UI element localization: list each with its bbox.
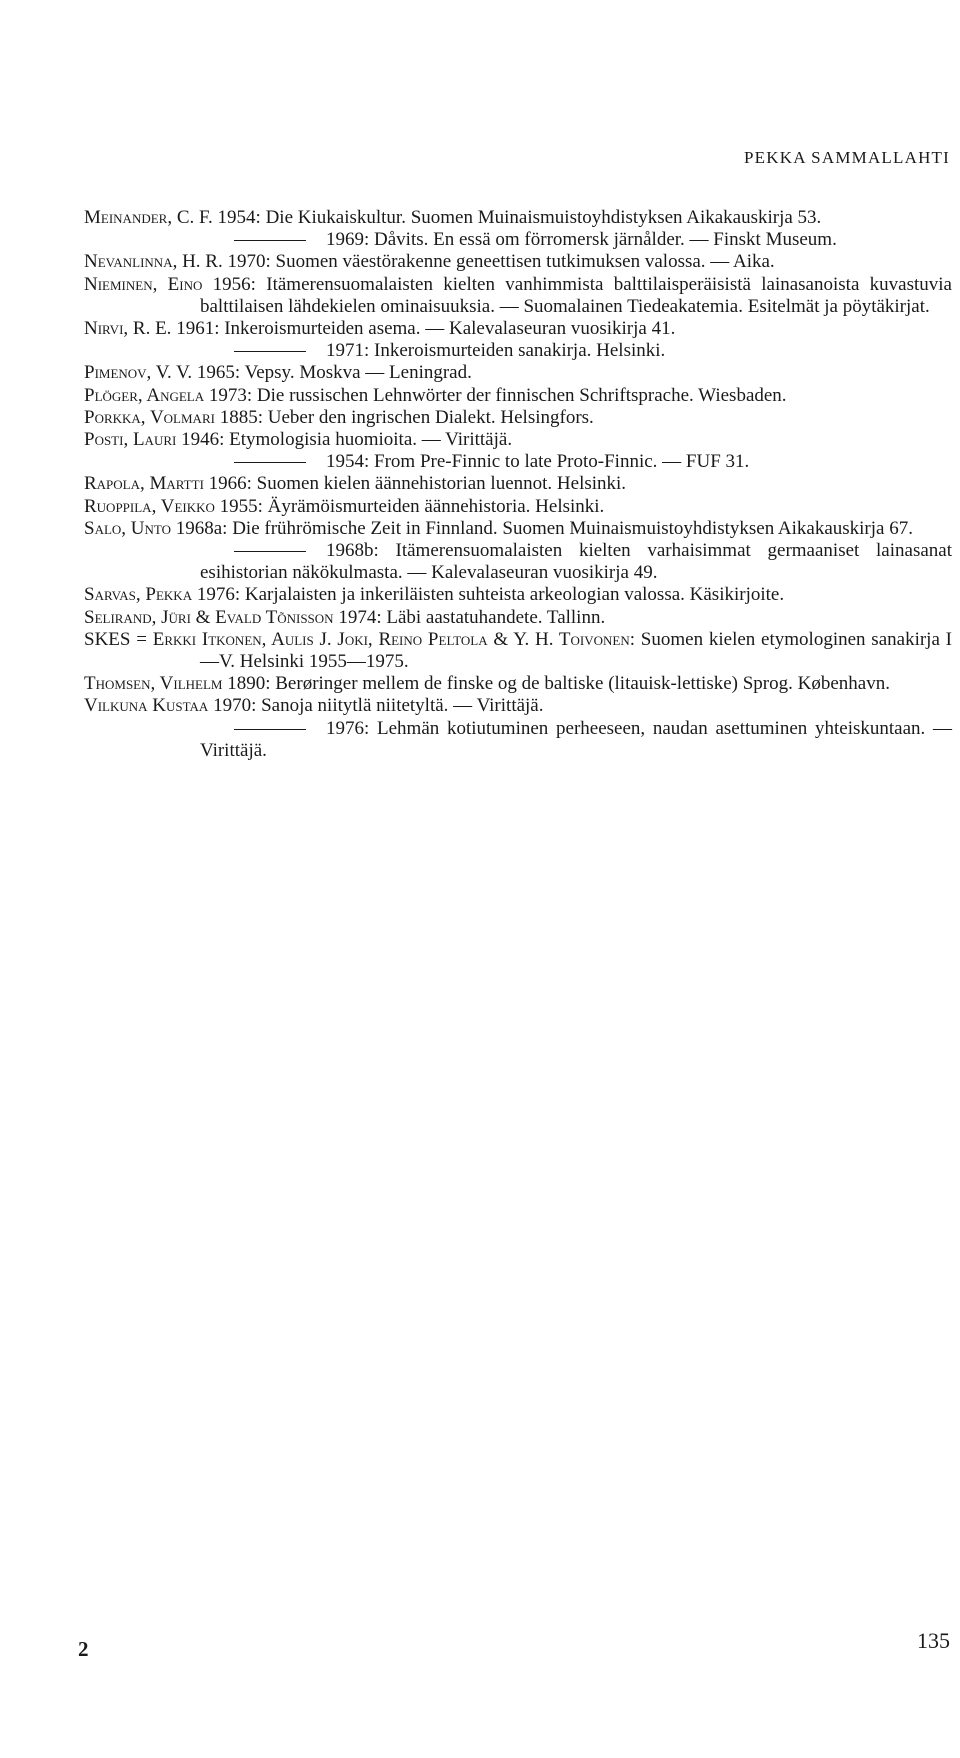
reference-text: 1954: From Pre-Finnic to late Proto-Finnic. — FUF 31. xyxy=(326,451,750,473)
reference-text: 1974: Läbi aastatuhandete. Tallinn. xyxy=(333,606,606,628)
reference-text: Suomen kielen etymologinen sanakirja I—V. Helsinki 1955—1975. xyxy=(200,628,952,673)
reference-text: 1890: Berøringer mellem de finske og de baltiske (litauisk-lettiske) Sprog. København. xyxy=(222,673,890,695)
reference-entry xyxy=(84,629,952,673)
reference-entry xyxy=(84,207,952,229)
page-number: 135 xyxy=(917,1628,950,1653)
reference-text: 1971: Inkeroismurteiden sanakirja. Helsinki. xyxy=(326,340,666,362)
reference-entry xyxy=(84,451,952,473)
reference-author: SKES = Erkki Itkonen, Aulis J. Joki, Reino Peltola & Y. H. Toivonen: xyxy=(84,628,636,650)
reference-author: Rapola, Martti xyxy=(84,473,204,495)
ditto-dash xyxy=(234,240,306,241)
reference-entry xyxy=(84,340,952,362)
reference-entry xyxy=(84,695,952,717)
reference-author: Nieminen, Eino xyxy=(84,273,203,295)
reference-entry xyxy=(84,407,952,429)
reference-text: 1976: Lehmän kotiutuminen perheeseen, naudan asettuminen yhteiskuntaan. — Virittäjä. xyxy=(200,717,952,761)
reference-entry xyxy=(84,274,952,318)
references-list xyxy=(84,207,952,762)
reference-entry xyxy=(84,584,952,606)
reference-author: Nirvi, R. E. xyxy=(84,318,172,340)
reference-author: Pimenov, V. V. xyxy=(84,362,193,384)
reference-entry xyxy=(84,429,952,451)
reference-text: 1968b: Itämerensuomalaisten kielten varhaisimmat germaaniset lainasanat esihistorian näkökulmasta. — Kalevalaseuran vuosikirja 49. xyxy=(200,540,952,584)
ditto-dash xyxy=(234,729,306,730)
reference-entry xyxy=(84,607,952,629)
reference-text: 1970: Suomen väestörakenne geneettisen tutkimuksen valossa. — Aika. xyxy=(222,251,775,273)
reference-text: 1956: Itämerensuomalaisten kielten vanhimmista balttilaisperäisistä lainasanoista kuvastuvia balttilaisen lähdekielen ominaisuuksia. — Suomalainen Tiedeakatemia. Esitelmät ja pöytäkirjat. xyxy=(200,273,952,317)
reference-entry xyxy=(84,540,952,584)
reference-text: 1946: Etymologisia huomioita. — Virittäjä. xyxy=(176,429,513,451)
reference-entry xyxy=(84,318,952,340)
reference-author: Posti, Lauri xyxy=(84,429,177,451)
reference-text: 1885: Ueber den ingrischen Dialekt. Helsingfors. xyxy=(214,406,594,428)
reference-text: 1965: Vepsy. Moskva — Leningrad. xyxy=(192,362,472,384)
reference-text: 1976: Karjalaisten ja inkeriläisten suhteista arkeologian valossa. Käsikirjoite. xyxy=(192,584,785,606)
reference-author: Meinander, C. F. xyxy=(84,207,213,228)
reference-entry xyxy=(84,673,952,695)
reference-text: 1968a: Die frührömische Zeit in Finnland. Suomen Muinaismuistoyhdistyksen Aikakauskirja 67. xyxy=(171,517,913,539)
reference-entry xyxy=(84,385,952,407)
reference-author: Vilkuna Kustaa xyxy=(84,695,209,717)
reference-text: 1969: Dåvits. En essä om förromersk järnålder. — Finskt Museum. xyxy=(326,229,837,251)
reference-author: Nevanlinna, H. R. xyxy=(84,251,223,273)
reference-entry xyxy=(84,251,952,273)
reference-entry xyxy=(84,496,952,518)
reference-text: 1966: Suomen kielen äännehistorian luennot. Helsinki. xyxy=(203,473,627,495)
ditto-dash xyxy=(234,462,306,463)
reference-author: Plöger, Angela xyxy=(84,384,205,406)
reference-entry xyxy=(84,362,952,384)
running-head: PEKKA SAMMALLAHTI xyxy=(744,148,950,167)
reference-author: Salo, Unto xyxy=(84,517,171,539)
reference-entry xyxy=(84,718,952,762)
reference-author: Porkka, Volmari xyxy=(84,406,215,428)
reference-text: 1970: Sanoja niitytlä niitetyltä. — Virittäjä. xyxy=(208,695,544,717)
reference-entry xyxy=(84,229,952,251)
reference-author: Thomsen, Vilhelm xyxy=(84,673,223,695)
reference-entry xyxy=(84,473,952,495)
reference-text: 1973: Die russischen Lehnwörter der finnischen Schriftsprache. Wiesbaden. xyxy=(204,384,787,406)
ditto-dash xyxy=(234,551,306,552)
reference-text: 1955: Äyrämöismurteiden äännehistoria. Helsinki. xyxy=(214,495,605,517)
reference-text: 1961: Inkeroismurteiden asema. — Kalevalaseuran vuosikirja 41. xyxy=(171,318,676,340)
reference-entry xyxy=(84,518,952,540)
signature-mark: 2 xyxy=(78,1637,89,1661)
reference-author: Selirand, Jüri & Evald Tõnisson xyxy=(84,606,334,628)
reference-author: Ruoppila, Veikko xyxy=(84,495,215,517)
ditto-dash xyxy=(234,351,306,352)
reference-text: 1954: Die Kiukaiskultur. Suomen Muinaismuistoyhdistyksen Aikakauskirja 53. xyxy=(212,207,822,228)
reference-author: Sarvas, Pekka xyxy=(84,584,193,606)
